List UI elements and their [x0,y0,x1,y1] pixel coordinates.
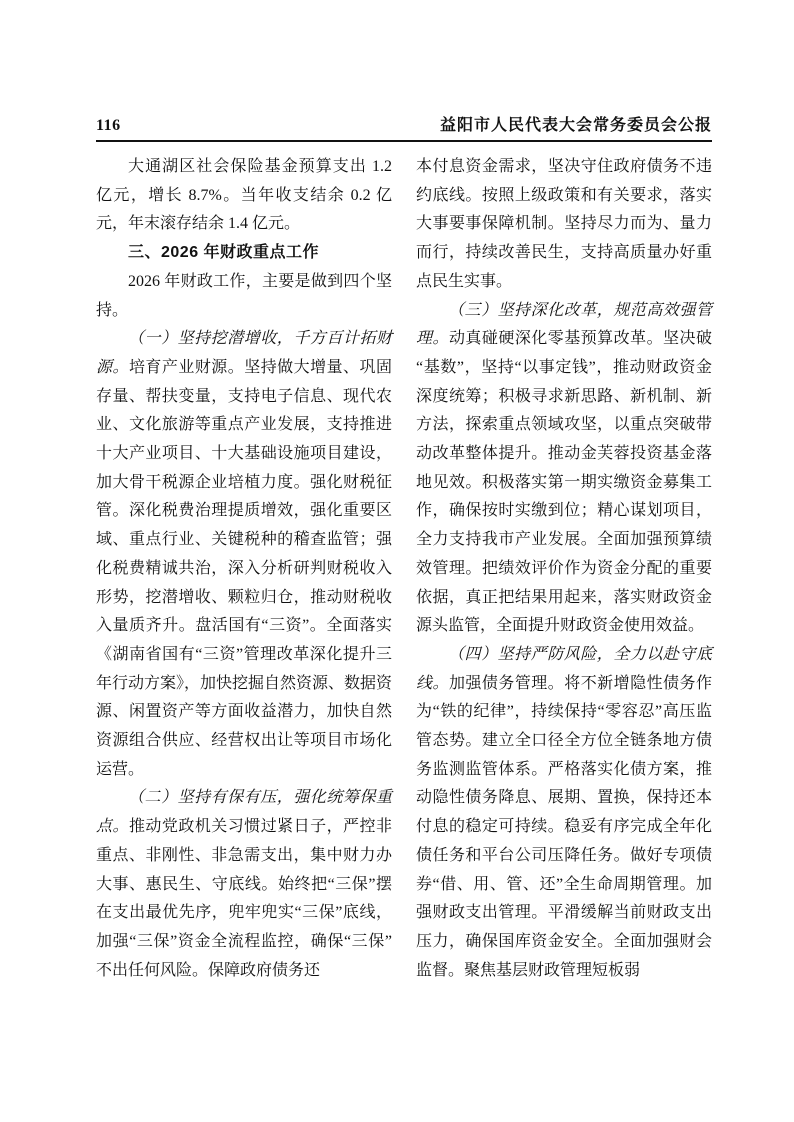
subsection-heading: （四）坚持严防风险，全力以赴守底线。 [416,645,712,692]
publication-title: 益阳市人民代表大会常务委员会公报 [439,117,712,134]
body-text: 动真碰硬深化零基预算改革。坚决破“基数”，坚持“以事定钱”，推动财政资金深度统筹；积极寻求新思路、新机制、新方法，探索重点领域攻坚，以重点突破带动改革整体提升。推动金芙蓉投资基金落地见效。积极落实第一期实缴资金募集工作，确保按时实缴到位；精心谋划项目，全力支持我市产业发展。全面加强预算绩效管理。把绩效评价作为资金分配的重要依据，真正把结果用起来，落实财政资金源头监管，全面提升财政资金使用效益。 [416,330,712,635]
page-number: 116 [96,117,121,134]
body-text: 培育产业财源。坚持做大增量、巩固存量、帮扶变量，支持电子信息、现代农业、文化旅游等重点产业发展，支持推进十大产业项目、十大基础设施项目建设，加大骨干税源企业培植力度。强化财税征管。深化税费治理提质增效，强化重要区域、重点行业、关键税种的稽查监管；强化税费精诚共治，深入分析研判财税收入形势，挖潜增收、颗粒归仓，推动财税收入量质齐升。盘活国有“三资”。全面落实《湖南省国有“三资”管理改革深化提升三年行动方案》，加快挖掘自然资源、数据资源、闲置资产等方面收益潜力，加快自然资源组合供应、经营权出让等项目市场化运营。 [96,358,393,778]
body-text: 推动党政机关习惯过紧日子，严控非重点、非刚性、非急需支出，集中财力办大事、惠民生、守底线。始终把“三保”摆在支出最优先序，兜牢兜实“三保”底线，加强“三保”资金全流程监控，确保“三保”不出任何风险。保障政府债务还 [96,818,392,979]
page-content [96,112,712,985]
body-text: 大通湖区社会保险基金预算支出 1.2 亿元，增长 8.7%。当年收支结余 0.2 亿元，年末滚存结余 1.4 亿元。 [96,158,392,233]
paragraph [96,153,392,239]
paragraph [96,268,392,325]
right-column [416,153,712,985]
body-text: 2026 年财政工作，主要是做到四个坚持。 [96,272,392,319]
section-heading: 三、2026 年财政重点工作 [128,244,320,262]
paragraph [416,641,712,985]
subsection-heading: （一）坚持挖潜增收，千方百计拓财源。 [96,330,392,376]
subsection-heading: （二）坚持有保有压，强化统筹保重点。 [96,789,392,836]
page-header [96,112,712,142]
two-column-body [96,153,712,985]
body-text: 本付息资金需求，坚决守住政府债务不违约底线。按照上级政策和有关要求，落实大事要事保障机制。坚持尽力而为、量力而行，持续改善民生，支持高质量办好重点民生实事。 [416,158,712,290]
paragraph [416,153,712,297]
paragraph [96,784,392,985]
body-text: 加强债务管理。将不新增隐性债务作为“铁的纪律”，持续保持“零容忍”高压监管态势。建立全口径全方位全链条地方债务监测监管体系。严格落实化债方案，推动隐性债务降息、展期、置换，保持还本付息的稳定可持续。稳妥有序完成全年化债任务和平台公司压降任务。做好专项债券“借、用、管、还”全生命周期管理。加强财政支出管理。平滑缓解当前财政支出压力，确保国库资金安全。全面加强财会监督。聚焦基层财政管理短板弱 [416,674,712,979]
paragraph [416,297,712,641]
paragraph [96,325,392,784]
paragraph [96,239,392,268]
left-column [96,153,392,985]
subsection-heading: （三）坚持深化改革，规范高效强管理。 [416,301,712,348]
